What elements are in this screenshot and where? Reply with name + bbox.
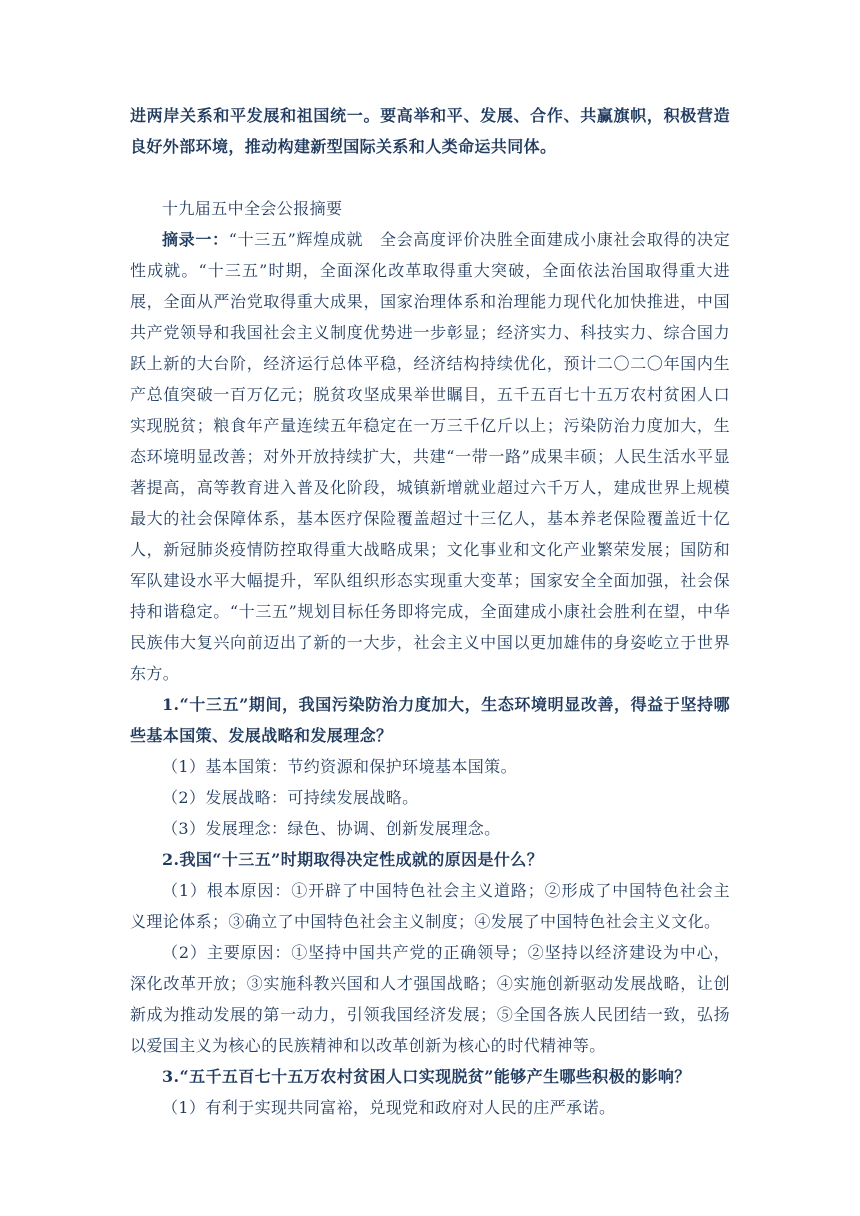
answer-2-2: （2）主要原因：①坚持中国共产党的正确领导；②坚持以经济建设为中心，深化改革开放；③实施科教兴国和人才强国战略；④实施创新驱动发展战略，让创新成为推动发展的第一动力，引领我国经济发展；⑤全国各族人民团结一致，弘扬以爱国主义为核心的民族精神和以改革创新为核心的时代精神等。: [130, 943, 730, 1055]
excerpt-body: “十三五”辉煌成就 全会高度评价决胜全面建成小康社会取得的决定性成就。“十三五”时期，全面深化改革取得重大突破，全面依法治国取得重大进展，全面从严治党取得重大成果，国家治理体系和治理能力现代化加快推进，中国共产党领导和我国社会主义制度优势进一步彰显；经济实力、科技实力、综合国力跃上新的大台阶，经济运行总体平稳，经济结构持续优化，预计二〇二〇年国内生产总值突破一百万亿元；脱贫攻坚成果举世瞩目，五千五百七十五万农村贫困人口实现脱贫；粮食年产量连续五年稳定在一万三千亿斤以上；污染防治力度加大，生态环境明显改善；对外开放持续扩大，共建“一带一路”成果丰硕；人民生活水平显著提高，高等教育进入普及化阶段，城镇新增就业超过六千万人，建成世界上规模最大的社会保障体系，基本医疗保险覆盖超过十三亿人，基本养老保险覆盖近十亿人，新冠肺炎疫情防控取得重大战略成果；文化事业和文化产业繁荣发展；国防和军队建设水平大幅提升，军队组织形态实现重大变革；国家安全全面加强，社会保持和谐稳定。“十三五”规划目标任务即将完成，全面建成小康社会胜利在望，中华民族伟大复兴向前迈出了新的一大步，社会主义中国以更加雄伟的身姿屹立于世界东方。: [130, 230, 730, 683]
question-2: 2.我国“十三五”时期取得决定性成就的原因是什么？: [162, 850, 544, 869]
answer-1-3: （3）发展理念：绿色、协调、创新发展理念。: [162, 819, 501, 838]
answer-1-1: （1）基本国策：节约资源和保护环境基本国策。: [162, 757, 517, 776]
paragraph-gap: [130, 162, 730, 193]
section-title: 十九届五中全会公报摘要: [162, 199, 343, 218]
answer-3-1: （1）有利于实现共同富裕，兑现党和政府对人民的庄严承诺。: [162, 1098, 616, 1117]
excerpt-paragraph: [130, 224, 730, 689]
question-3: 3.“五千五百七十五万农村贫困人口实现脱贫”能够产生哪些积极的影响？: [162, 1067, 691, 1086]
document-page: [130, 100, 730, 1123]
excerpt-label: 摘录一：: [162, 230, 229, 249]
answer-2-1: （1）根本原因：①开辟了中国特色社会主义道路；②形成了中国特色社会主义理论体系；③确立了中国特色社会主义制度；④发展了中国特色社会主义文化。: [130, 881, 730, 931]
intro-paragraph: 进两岸关系和平发展和祖国统一。要高举和平、发展、合作、共赢旗帜，积极营造良好外部环境，推动构建新型国际关系和人类命运共同体。: [130, 106, 730, 156]
answer-1-2: （2）发展战略：可持续发展战略。: [162, 788, 419, 807]
question-1: 1.“十三五”期间，我国污染防治力度加大，生态环境明显改善，得益于坚持哪些基本国策、发展战略和发展理念？: [130, 695, 730, 745]
